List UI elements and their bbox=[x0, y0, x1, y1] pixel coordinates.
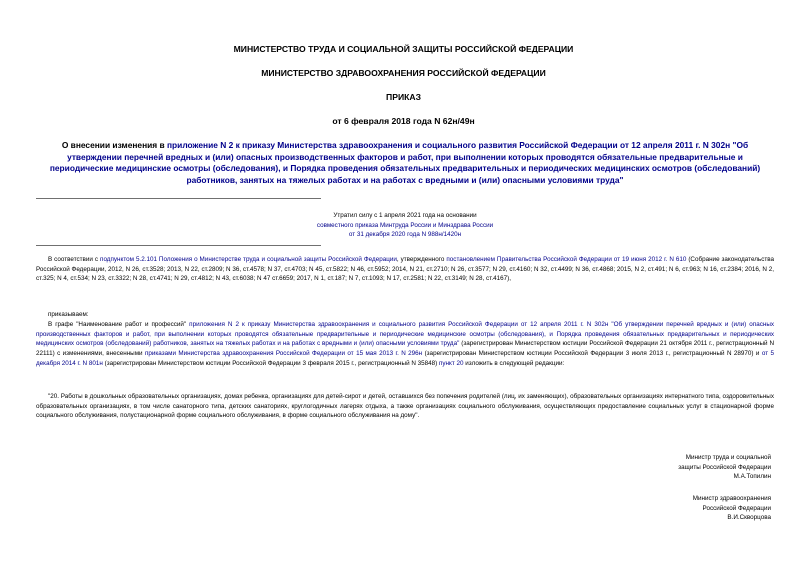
signature-health-title-1: Министр здравоохранения bbox=[692, 495, 771, 502]
ministry-health-heading: МИНИСТЕРСТВО ЗДРАВООХРАНЕНИЯ РОССИЙСКОЙ ФЕДЕРАЦИИ bbox=[261, 68, 546, 78]
basis-text-3: (Собрание законодательства Российской Федерации, 2012, N 26, ст.3528; 2013, N 22, ст.2809; N 36, ст.4578; N 37, ст.4703; N 45, ст.5822; N 46, ст.5952; 2014, N 21, ст.2710; N 26, ст.3577; N 29, ст.4160; N 32, ст.4499; N 36, ст.4868; 2015, N 2, ст.491; N 6, ст.963; N 16, ст.2384; 2016, N 2, ст.325; N 4, ст.534; N 23, ст.3322; N 28, ст.4741; N 29, ст.4812; N 43, ст.6038; N 47 ст.6659; 2017, N 1, ст.187; N 7, ст.1093; N 17, ст.2581; N 22, ст.3149; N 28, ст.4167), bbox=[36, 256, 775, 283]
signature-health-title-2: Российской Федерации bbox=[702, 504, 771, 512]
lost-force-note bbox=[310, 211, 500, 240]
lost-force-link-date[interactable]: от 31 декабря 2020 года N 988н/1420н bbox=[348, 231, 462, 239]
title-prefix: О внесении изменения в bbox=[61, 140, 167, 150]
order-word: приказываем: bbox=[48, 311, 89, 318]
basis-link-regulation[interactable]: подпунктом 5.2.101 Положения о Министерстве труда и социальной защиты Российской Федерации bbox=[100, 256, 397, 263]
change-text-1: В графе "Наименование работ и профессий" bbox=[48, 321, 190, 328]
signature-health-minister bbox=[693, 494, 771, 523]
change-text-3: (зарегистрирован Министерством юстиции Российской Федерации 3 июля 2013 г., регистрационный N 28970) и bbox=[422, 350, 762, 358]
change-text-5: изложить в следующей редакции: bbox=[463, 359, 565, 367]
signature-health-name: В.И.Скворцова bbox=[727, 514, 771, 522]
basis-paragraph bbox=[36, 255, 774, 284]
order-date-number: от 6 февраля 2018 года N 62н/49н bbox=[332, 116, 475, 126]
order-heading: ПРИКАЗ bbox=[386, 92, 421, 102]
signature-labor-minister bbox=[678, 453, 771, 482]
signature-labor-title-1: Министр труда и социальной bbox=[685, 454, 771, 461]
signature-labor-title-2: защиты Российской Федерации bbox=[678, 463, 771, 471]
change-link-appendix[interactable]: приложения N 2 к приказу Министерства здравоохранения и социального развития Российской Федерации от 12 апреля 2011 г. N 302н "Об утверждении перечней вредных и (или) опасных производственных факторов и работ, при выполнении которых проводятся обязательные предварительные и периодические медицинские осмотры (обследования), и Порядка проведения обязательных предварительных и периодических медицинских осмотров (обследований) работников, занятых на тяжелых работах и на работах с вредными и (или) опасными условиями труда" bbox=[36, 321, 774, 348]
lost-force-text: Утратил силу с 1 апреля 2021 года на основании bbox=[333, 212, 477, 219]
title-link[interactable]: приложение N 2 к приказу Министерства здравоохранения и социального развития Российской Федерации от 12 апреля 2011 г. N 302н "Об утверждении перечней вредных и (или) опасных производственных факторов и работ, при выполнении которых проводятся обязательные предварительные и периодические медицинские осмотры (обследования), и Порядка проведения обязательных предварительных и периодических медицинских осмотров (обследований) работников, занятых на тяжелых работах и на работах с вредными и (или) опасными условиями труда" bbox=[49, 140, 761, 185]
change-paragraph bbox=[36, 320, 774, 369]
change-link-801n[interactable]: от 5 декабря 2014 г. N 801н bbox=[36, 350, 774, 367]
change-link-item-20[interactable]: пункт 20 bbox=[439, 359, 464, 367]
change-link-orders[interactable]: приказами Министерства здравоохранения Российской Федерации от 15 мая 2013 г. N 296н bbox=[144, 350, 423, 358]
item-20-text: "20. Работы в дошкольных образовательных организациях, домах ребенка, организациях для детей-сирот и детей, оставшихся без попечения родителей (лиц, их заменяющих), образовательных организациях интернатного типа, оздоровительных образовательных организациях, в том числе санаторного типа, детских санаториях, круглогодичных лагерях отдыха, а также организациях социального обслуживания, осуществляющих предоставление социальных услуг в стационарной форме социального обслуживания, полустационарной форме социального обслуживания, в форме социального обслуживания на дому". bbox=[36, 393, 774, 420]
basis-link-resolution[interactable]: постановлением Правительства Российской Федерации от 19 июня 2012 г. N 610 bbox=[446, 256, 687, 263]
basis-text-2: , утвержденного bbox=[396, 256, 447, 263]
document-title bbox=[36, 140, 774, 186]
ministry-labor-heading: МИНИСТЕРСТВО ТРУДА И СОЦИАЛЬНОЙ ЗАЩИТЫ РОССИЙСКОЙ ФЕДЕРАЦИИ bbox=[233, 44, 574, 54]
lost-force-link-order[interactable]: совместного приказа Минтруда России и Минздрава России bbox=[316, 221, 494, 229]
change-text-4: (зарегистрирован Министерством юстиции Российской Федерации 3 февраля 2015 г., регистрационный N 35848) bbox=[102, 359, 439, 367]
basis-text-1: В соответствии с bbox=[48, 256, 101, 263]
change-text-2: (зарегистрирован Министерством юстиции Российской Федерации 21 октября 2011 г., регистрационный N 22111) с изменениями, внесенными bbox=[36, 340, 774, 358]
top-divider bbox=[36, 198, 321, 199]
signature-labor-name: М.А.Топилин bbox=[733, 473, 771, 481]
bottom-divider bbox=[36, 245, 321, 246]
